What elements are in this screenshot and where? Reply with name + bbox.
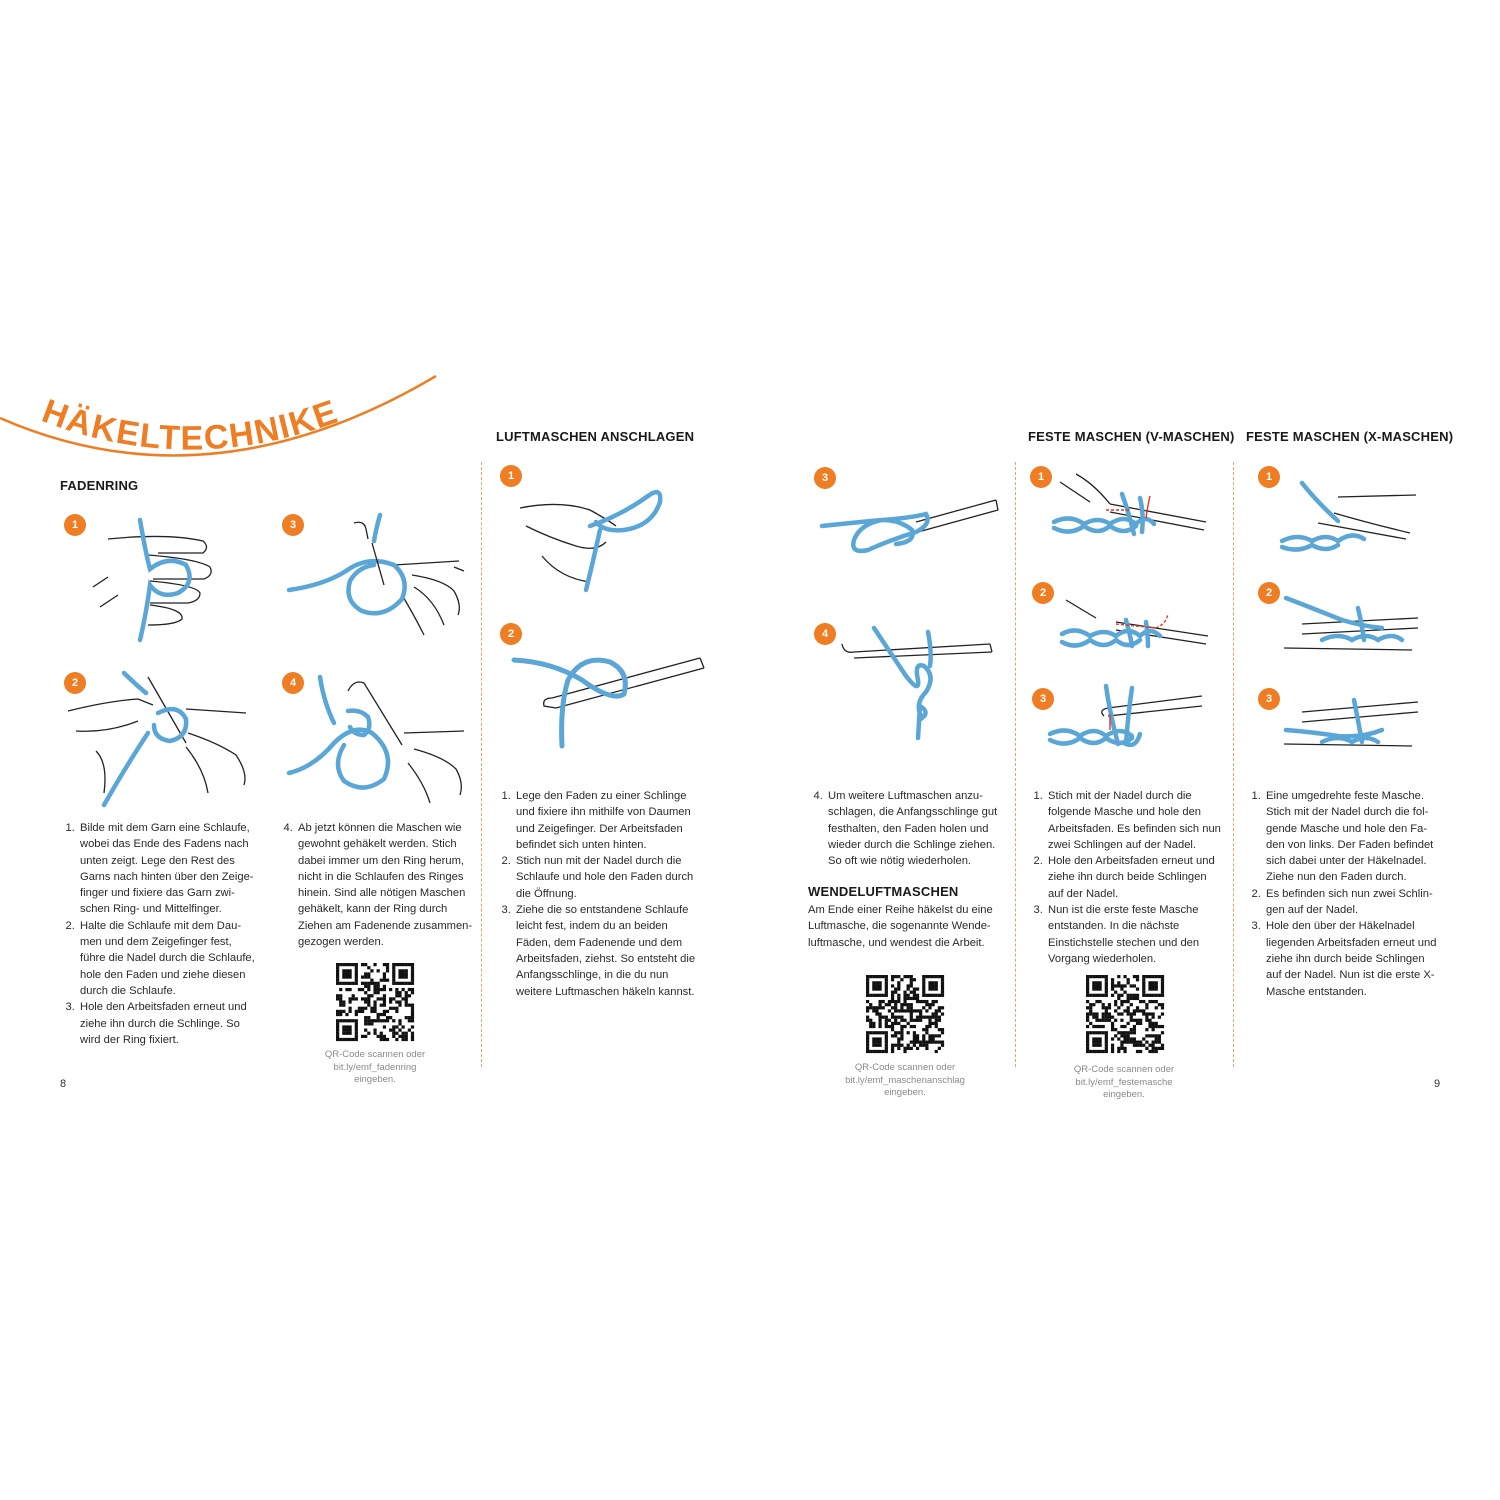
list-item: 2. Halte die Schlaufe mit dem Daumen und dem Zeigefinger fest, führe die Nadel durch die Schlaufe, hole den Faden und ziehe diesen durch die Schlaufe. xyxy=(78,918,255,999)
step-badge: 1 xyxy=(64,514,86,536)
qr-code-festemasche[interactable] xyxy=(1086,975,1164,1053)
heading-luftmaschen: LUFTMASCHEN ANSCHLAGEN xyxy=(496,429,695,444)
illustration-feste-x-3 xyxy=(1282,686,1422,758)
svg-text:HÄKELTECHNIKEN: HÄKELTECHNIKEN xyxy=(16,350,344,458)
qr-caption-festemasche xyxy=(1054,1064,1194,1102)
step-badge: 2 xyxy=(64,672,86,694)
step-badge: 3 xyxy=(282,514,304,536)
page-number-right: 9 xyxy=(1434,1078,1441,1090)
banner-title xyxy=(16,350,360,470)
step-badge: 2 xyxy=(1258,582,1280,604)
caption-line: eingeben. xyxy=(354,1074,396,1085)
heading-fadenring: FADENRING xyxy=(60,478,139,493)
luftmaschen-step4 xyxy=(808,788,1006,869)
caption-line: eingeben. xyxy=(884,1087,926,1098)
page-number-left: 8 xyxy=(60,1078,67,1090)
step-badge: 1 xyxy=(500,465,522,487)
list-item: 1. Lege den Faden zu einer Schlinge und fixiere ihn mithilfe von Daumen und Zeigefinger. Der Arbeitsfaden befindet sich unten hinten. xyxy=(514,788,696,853)
divider xyxy=(1015,462,1016,1067)
qr-code-fadenring[interactable] xyxy=(336,963,414,1041)
step-badge: 3 xyxy=(814,467,836,489)
list-item: 2. Es befinden sich nun zwei Schlingen auf der Nadel. xyxy=(1264,886,1442,919)
list-item: 1. Stich mit der Nadel durch die folgende Masche und hole den Arbeitsfaden. Es befinden sich nun zwei Schlingen auf der Nadel. xyxy=(1046,788,1224,853)
illustration-feste-v-3 xyxy=(1046,684,1206,754)
illustration-feste-x-2 xyxy=(1282,588,1422,660)
step-badge: 2 xyxy=(1032,582,1054,604)
heading-wendeluftmaschen: WENDELUFTMASCHEN xyxy=(808,884,959,899)
illustration-feste-v-1 xyxy=(1050,474,1210,544)
illustration-feste-v-2 xyxy=(1056,594,1216,664)
wendeluftmaschen-text: Am Ende einer Reihe häkelst du eine Luftmasche, die sogenannte Wendeluftmasche, und wendest die Arbeit. xyxy=(808,904,993,949)
illustration-fadenring-3 xyxy=(284,515,469,645)
step-badge: 1 xyxy=(1030,466,1052,488)
feste-x-steps xyxy=(1246,788,1442,1000)
caption-line: bit.ly/emf_festemasche xyxy=(1075,1076,1173,1088)
list-item: 3. Ziehe die so entstandene Schlaufe leicht fest, indem du an beiden Fäden, dem Fadenende und dem Arbeitsfaden, ziehst. So entsteht die Anfangsschlinge, in die du nun weitere Luftmaschen häkeln kannst. xyxy=(514,902,696,1000)
fadenring-steps xyxy=(60,820,255,1048)
step-badge: 2 xyxy=(500,623,522,645)
heading-feste-x: FESTE MASCHEN (X-MASCHEN) xyxy=(1246,429,1454,444)
caption-line: QR-Code scannen oder xyxy=(1073,1064,1175,1075)
illustration-luftmaschen-3 xyxy=(820,490,1000,560)
list-item: 3. Hole den über der Häkelnadel liegenden Arbeitsfaden erneut und ziehe ihn durch beide Schlingen auf der Nadel. Nun ist die erste X-Masche entstanden. xyxy=(1264,918,1442,999)
step-badge: 3 xyxy=(1258,688,1280,710)
caption-line: bit.ly/emf_maschenanschlag xyxy=(845,1074,965,1086)
luftmaschen-steps xyxy=(496,788,696,1000)
list-item: 4. Um weitere Luftmaschen anzuschlagen, die Anfangsschlinge gut festhalten, den Faden holen und wieder durch die Schlinge ziehen. So oft wie nötig wiederholen. xyxy=(826,788,1006,869)
illustration-fadenring-4 xyxy=(284,673,469,808)
illustration-luftmaschen-1 xyxy=(520,486,670,596)
caption-line: eingeben. xyxy=(1103,1089,1145,1100)
illustration-fadenring-2 xyxy=(68,673,248,808)
list-item: 2. Hole den Arbeitsfaden erneut und ziehe ihn durch beide Schlingen auf der Nadel. xyxy=(1046,853,1224,902)
qr-code-maschenanschlag[interactable] xyxy=(866,975,944,1053)
list-item: 2. Stich nun mit der Nadel durch die Schlaufe und hole den Faden durch die Öffnung. xyxy=(514,853,696,902)
heading-feste-v: FESTE MASCHEN (V-MASCHEN) xyxy=(1028,429,1235,444)
divider xyxy=(1233,462,1234,1067)
step-badge: 1 xyxy=(1258,466,1280,488)
step-badge: 4 xyxy=(814,623,836,645)
illustration-feste-x-1 xyxy=(1278,483,1418,555)
caption-line: bit.ly/emf_fadenring xyxy=(333,1061,417,1073)
caption-line: QR-Code scannen oder xyxy=(324,1049,426,1060)
qr-caption-maschenanschlag xyxy=(835,1062,975,1100)
fadenring-step4 xyxy=(278,820,473,950)
caption-line: QR-Code scannen oder xyxy=(854,1062,956,1073)
step-badge: 4 xyxy=(282,672,304,694)
list-item: 1. Bilde mit dem Garn eine Schlaufe, wobei das Ende des Fadens nach unten zeigt. Lege den Rest des Garns nach hinten über den Zeigefinger und fixiere das Garn zwischen Ring- und Mittelfinger. xyxy=(78,820,255,918)
list-item: 3. Nun ist die erste feste Masche entstanden. In die nächste Einstichstelle stechen und den Vorgang wiederholen. xyxy=(1046,902,1224,967)
feste-v-steps xyxy=(1028,788,1224,967)
divider xyxy=(481,462,482,1067)
list-item: 3. Hole den Arbeitsfaden erneut und ziehe ihn durch die Schlinge. So wird der Ring fixiert. xyxy=(78,999,255,1048)
list-item: 1. Eine umgedrehte feste Masche. Stich mit der Nadel durch die folgende Masche und hole den Faden von links. Der Faden befindet sich dabei unter der Häkelnadel. Ziehe nun den Faden durch. xyxy=(1264,788,1442,886)
list-item: 4. Ab jetzt können die Maschen wie gewohnt gehäkelt werden. Stich dabei immer um den Ring herum, nicht in die Schlaufen des Ringes hinein. Sind alle nötigen Maschen gehäkelt, kann der Ring durch Ziehen am Fadenende zusammengezogen werden. xyxy=(296,820,473,950)
step-badge: 3 xyxy=(1032,688,1054,710)
illustration-luftmaschen-2 xyxy=(512,636,712,751)
illustration-luftmaschen-4 xyxy=(840,622,1000,742)
qr-caption-fadenring xyxy=(305,1049,445,1087)
illustration-fadenring-1 xyxy=(88,515,218,645)
